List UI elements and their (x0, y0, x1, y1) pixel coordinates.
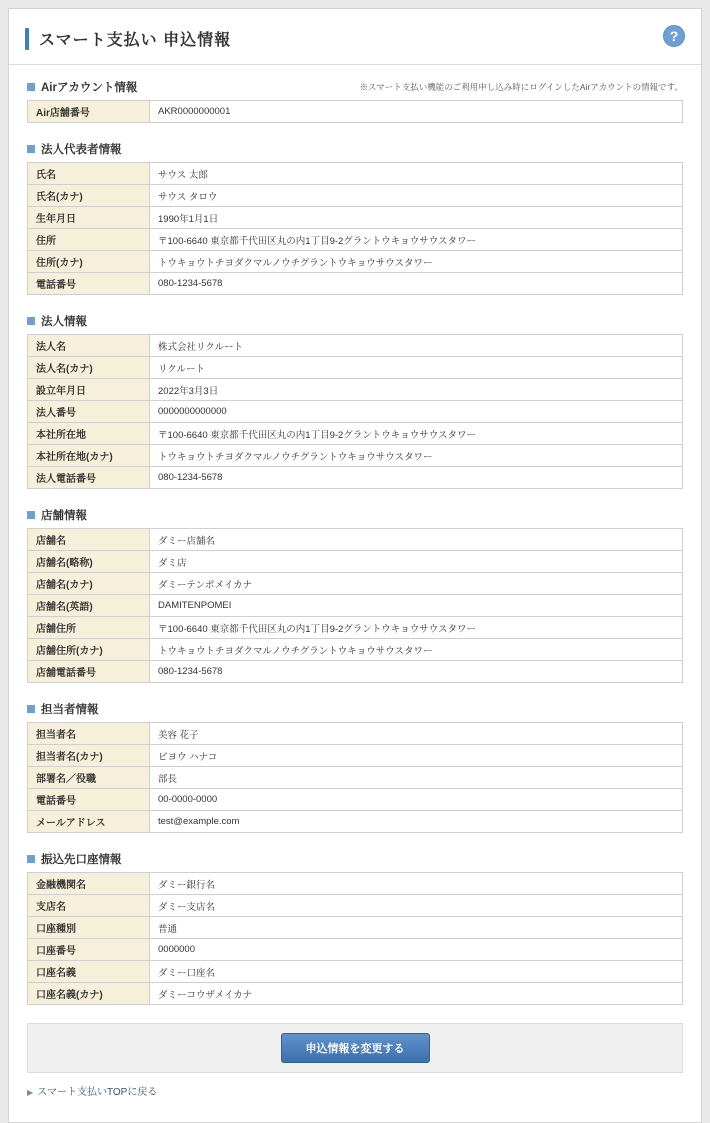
row-value: 1990年1月1日 (150, 207, 683, 229)
row-value: 080-1234-5678 (150, 661, 683, 683)
section-title (27, 313, 87, 329)
table-row (28, 811, 683, 833)
table-row (28, 767, 683, 789)
row-label: 法人番号 (28, 401, 150, 423)
row-value: 2022年3月3日 (150, 379, 683, 401)
row-value: 普通 (150, 917, 683, 939)
row-label: Air店舗番号 (28, 101, 150, 123)
row-label: 店舗名(英語) (28, 595, 150, 617)
info-table (27, 100, 683, 123)
square-bullet-icon (27, 855, 35, 863)
section (27, 141, 683, 295)
row-value: 部長 (150, 767, 683, 789)
row-value: ダミー店舗名 (150, 529, 683, 551)
table-row (28, 917, 683, 939)
row-label: 設立年月日 (28, 379, 150, 401)
section-title (27, 507, 87, 523)
submit-application-change-button[interactable]: 申込情報を変更する (281, 1033, 430, 1063)
row-value: サウス 太郎 (150, 163, 683, 185)
row-value: 080-1234-5678 (150, 467, 683, 489)
table-row (28, 573, 683, 595)
square-bullet-icon (27, 511, 35, 519)
info-table (27, 872, 683, 1005)
back-link-row (9, 1073, 701, 1112)
row-label: 口座名義(カナ) (28, 983, 150, 1005)
help-icon[interactable]: ? (663, 25, 685, 47)
section-title-label: 店舗情報 (41, 510, 87, 522)
table-row (28, 595, 683, 617)
table-row (28, 401, 683, 423)
table-row (28, 379, 683, 401)
row-label: 担当者名 (28, 723, 150, 745)
application-info-card (8, 8, 702, 1123)
table-row (28, 939, 683, 961)
row-value: test@example.com (150, 811, 683, 833)
row-label: 電話番号 (28, 789, 150, 811)
table-row (28, 423, 683, 445)
row-value: リクルート (150, 357, 683, 379)
row-value: ダミーテンポメイカナ (150, 573, 683, 595)
row-label: 口座名義 (28, 961, 150, 983)
square-bullet-icon (27, 705, 35, 713)
row-label: 本社所在地 (28, 423, 150, 445)
table-row (28, 445, 683, 467)
table-row (28, 983, 683, 1005)
row-label: 生年月日 (28, 207, 150, 229)
table-row (28, 185, 683, 207)
row-value: 美容 花子 (150, 723, 683, 745)
row-label: 法人名 (28, 335, 150, 357)
table-row (28, 745, 683, 767)
table-row (28, 101, 683, 123)
row-value: ダミー支店名 (150, 895, 683, 917)
section (27, 79, 683, 123)
row-label: 部署名／役職 (28, 767, 150, 789)
section-head (27, 851, 683, 867)
row-value: 00-0000-0000 (150, 789, 683, 811)
section-title-label: 法人情報 (41, 316, 87, 328)
info-table (27, 162, 683, 295)
row-value: ダミー銀行名 (150, 873, 683, 895)
row-label: 店舗住所(カナ) (28, 639, 150, 661)
table-row (28, 873, 683, 895)
section-title (27, 141, 122, 157)
section-head (27, 313, 683, 329)
row-value: AKR0000000001 (150, 101, 683, 123)
row-value: 〒100-6640 東京都千代田区丸の内1丁目9-2グラントウキョウサウスタワー (150, 423, 683, 445)
row-label: 法人電話番号 (28, 467, 150, 489)
info-table (27, 528, 683, 683)
table-row (28, 789, 683, 811)
info-table (27, 334, 683, 489)
row-label: 電話番号 (28, 273, 150, 295)
row-value: DAMITENPOMEI (150, 595, 683, 617)
row-value: 株式会社リクルート (150, 335, 683, 357)
row-label: 支店名 (28, 895, 150, 917)
table-row (28, 229, 683, 251)
row-label: 住所(カナ) (28, 251, 150, 273)
table-row (28, 639, 683, 661)
row-label: 口座番号 (28, 939, 150, 961)
table-row (28, 273, 683, 295)
section (27, 507, 683, 683)
row-value: 〒100-6640 東京都千代田区丸の内1丁目9-2グラントウキョウサウスタワー (150, 229, 683, 251)
row-value: トウキョウトチヨダクマルノウチグラントウキョウサウスタワー (150, 251, 683, 273)
table-row (28, 617, 683, 639)
title-accent-bar (25, 28, 29, 50)
row-value: トウキョウトチヨダクマルノウチグラントウキョウサウスタワー (150, 445, 683, 467)
section-head (27, 507, 683, 523)
row-value: トウキョウトチヨダクマルノウチグラントウキョウサウスタワー (150, 639, 683, 661)
table-row (28, 467, 683, 489)
table-row (28, 961, 683, 983)
table-row (28, 207, 683, 229)
section-note: ※スマート支払い機能のご利用申し込み時にログインしたAirアカウントの情報です。 (359, 82, 683, 92)
section-title (27, 851, 122, 867)
action-bar (27, 1023, 683, 1073)
section-title-label: 振込先口座情報 (41, 854, 122, 866)
row-label: 口座種別 (28, 917, 150, 939)
row-label: 本社所在地(カナ) (28, 445, 150, 467)
square-bullet-icon (27, 83, 35, 91)
row-label: 法人名(カナ) (28, 357, 150, 379)
square-bullet-icon (27, 145, 35, 153)
section-head (27, 79, 683, 95)
table-row (28, 551, 683, 573)
page-title: スマート支払い 申込情報 (39, 32, 232, 49)
row-value: ビヨウ ハナコ (150, 745, 683, 767)
table-row (28, 529, 683, 551)
square-bullet-icon (27, 317, 35, 325)
table-row (28, 357, 683, 379)
back-to-top-link[interactable] (27, 1087, 157, 1098)
row-label: 住所 (28, 229, 150, 251)
back-to-top-label: スマート支払いTOPに戻る (37, 1087, 158, 1098)
section-title (27, 701, 99, 717)
row-label: 氏名(カナ) (28, 185, 150, 207)
info-table (27, 722, 683, 833)
row-label: 店舗名(カナ) (28, 573, 150, 595)
row-value: 0000000 (150, 939, 683, 961)
row-value: 〒100-6640 東京都千代田区丸の内1丁目9-2グラントウキョウサウスタワー (150, 617, 683, 639)
row-label: 氏名 (28, 163, 150, 185)
row-label: 店舗電話番号 (28, 661, 150, 683)
section-title-label: Airアカウント情報 (41, 82, 138, 94)
row-value: ダミーコウザメイカナ (150, 983, 683, 1005)
row-label: メールアドレス (28, 811, 150, 833)
sections-container (9, 65, 701, 1005)
row-value: 0000000000000 (150, 401, 683, 423)
table-row (28, 251, 683, 273)
section (27, 851, 683, 1005)
row-value: サウス タロウ (150, 185, 683, 207)
section-head (27, 701, 683, 717)
section-head (27, 141, 683, 157)
table-row (28, 723, 683, 745)
table-row (28, 335, 683, 357)
table-row (28, 163, 683, 185)
section-title (27, 79, 137, 95)
arrow-right-icon: ▶ (27, 1088, 34, 1097)
row-value: ダミー口座名 (150, 961, 683, 983)
table-row (28, 661, 683, 683)
row-label: 店舗名(略称) (28, 551, 150, 573)
section-title-label: 法人代表者情報 (41, 144, 122, 156)
row-label: 店舗名 (28, 529, 150, 551)
row-label: 金融機関名 (28, 873, 150, 895)
row-label: 担当者名(カナ) (28, 745, 150, 767)
section-title-label: 担当者情報 (41, 704, 99, 716)
row-label: 店舗住所 (28, 617, 150, 639)
section (27, 313, 683, 489)
page-header (9, 9, 701, 65)
section (27, 701, 683, 833)
row-value: 080-1234-5678 (150, 273, 683, 295)
row-value: ダミ店 (150, 551, 683, 573)
table-row (28, 895, 683, 917)
